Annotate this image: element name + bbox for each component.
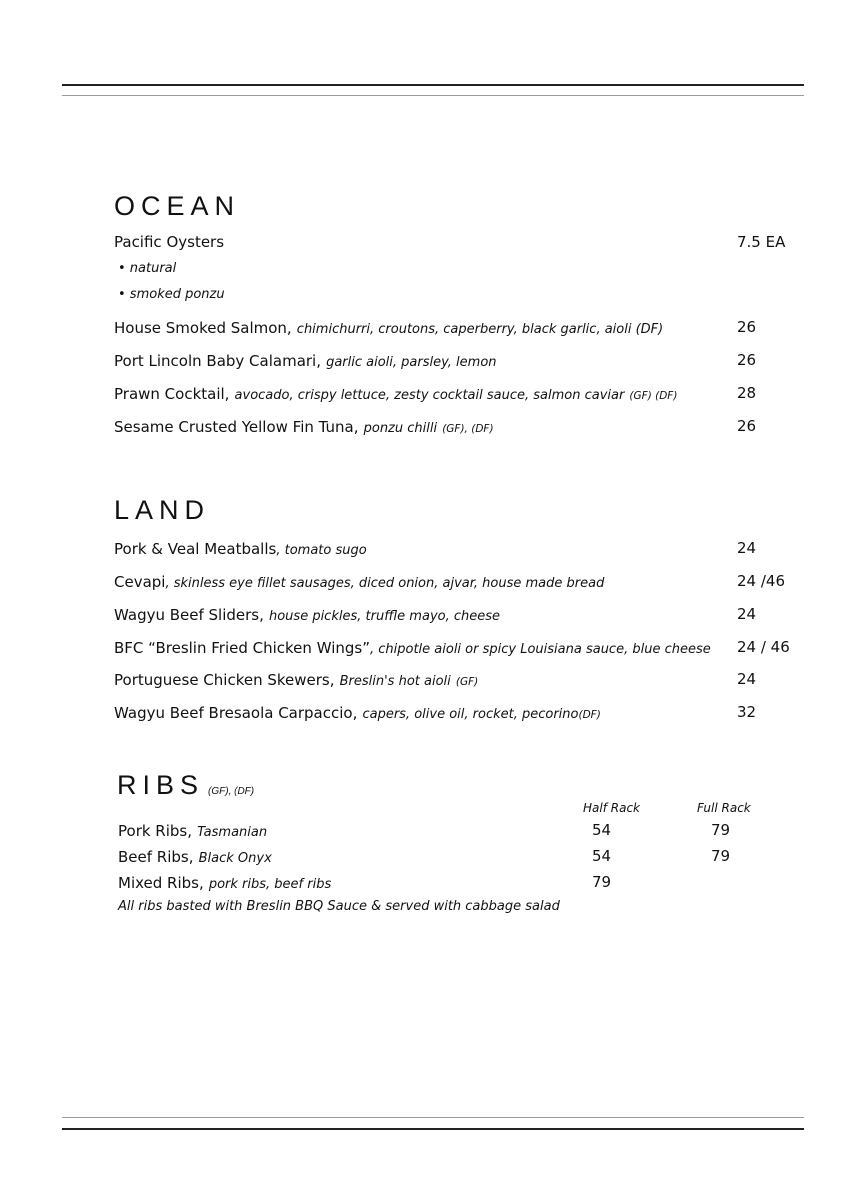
menu-item	[114, 638, 711, 657]
rib-item	[118, 847, 272, 866]
full-rack-price: 79	[711, 847, 731, 865]
menu-item-price: 26	[737, 351, 757, 369]
menu-item	[114, 670, 478, 689]
menu-item-desc: house pickles, truffle mayo, cheese	[268, 609, 501, 624]
menu-item-desc: avocado, crispy lettuce, zesty cocktail sauce, salmon caviar	[234, 388, 625, 403]
menu-item	[114, 318, 663, 337]
diet-tags: (DF)	[578, 709, 601, 721]
menu-item-desc: capers, olive oil, rocket, pecorino	[362, 707, 579, 722]
menu-item-name: Portuguese Chicken Skewers,	[114, 671, 335, 689]
menu-item	[114, 384, 677, 403]
top-rule-thin	[62, 95, 804, 96]
menu-item-name: Mixed Ribs,	[118, 874, 204, 892]
half-rack-price: 54	[592, 847, 612, 865]
diet-tags: (GF), (DF)	[442, 423, 494, 435]
menu-item-price: 32	[737, 703, 757, 721]
menu-item-desc: , tomato sugo	[276, 543, 367, 558]
column-header-full-rack: Full Rack	[697, 801, 751, 815]
menu-item-name: Port Lincoln Baby Calamari,	[114, 352, 321, 370]
menu-item	[114, 351, 497, 370]
half-rack-price: 79	[592, 873, 612, 891]
menu-item-name: House Smoked Salmon,	[114, 319, 292, 337]
oyster-option: • natural	[118, 261, 177, 276]
menu-item	[114, 417, 494, 436]
diet-tags: (GF) (DF)	[629, 390, 678, 402]
menu-item-desc: , skinless eye fillet sausages, diced onion, ajvar, house made bread	[165, 576, 605, 591]
menu-item	[114, 572, 604, 591]
rib-item	[118, 821, 267, 840]
menu-item-price: 24 / 46	[737, 638, 790, 656]
menu-item-name: Wagyu Beef Bresaola Carpaccio,	[114, 704, 358, 722]
section-heading-land: LAND	[114, 495, 211, 525]
menu-item-price: 26	[737, 318, 757, 336]
menu-item-price: 26	[737, 417, 757, 435]
menu-item-price: 7.5 EA	[737, 233, 786, 251]
menu-item-price: 24	[737, 605, 757, 623]
menu-item-price: 24	[737, 539, 757, 557]
menu-item-name: Cevapi	[114, 573, 166, 591]
menu-item-price: 24 /46	[737, 572, 785, 590]
menu-item-name: Pacific Oysters	[114, 233, 225, 251]
diet-tags: (GF)	[455, 676, 479, 688]
top-rule-thick	[62, 84, 804, 86]
ribs-footnote: All ribs basted with Breslin BBQ Sauce & served with cabbage salad	[118, 899, 560, 914]
column-header-half-rack: Half Rack	[583, 801, 640, 815]
menu-item-desc: garlic aioli, parsley, lemon	[326, 355, 497, 370]
menu-item-desc: pork ribs, beef ribs	[208, 877, 332, 892]
menu-item-name: Pork & Veal Meatballs	[114, 540, 277, 558]
menu-item-desc: ponzu chilli	[363, 421, 438, 436]
section-heading-ocean: OCEAN	[114, 191, 241, 221]
ribs-title: RIBS	[117, 770, 205, 800]
menu-item-price: 28	[737, 384, 757, 402]
menu-item-desc: Tasmanian	[197, 825, 268, 840]
diet-tags: (GF), (DF)	[208, 786, 255, 797]
half-rack-price: 54	[592, 821, 612, 839]
menu-item-desc: Breslin's hot aioli	[339, 674, 451, 689]
menu-item-desc: chimichurri, croutons, caperberry, black garlic, aioli (DF)	[296, 322, 664, 337]
menu-item	[114, 703, 601, 722]
menu-item-desc: Black Onyx	[198, 851, 272, 866]
menu-item-name: Wagyu Beef Sliders,	[114, 606, 264, 624]
menu-item-desc: , chipotle aioli or spicy Louisiana sauce, blue cheese	[369, 642, 711, 657]
bottom-rule-thick	[62, 1128, 804, 1130]
section-heading-ribs	[117, 770, 254, 801]
menu-item-name: BFC “Breslin Fried Chicken Wings”	[114, 639, 370, 657]
rib-item	[118, 873, 331, 892]
menu-item-name: Prawn Cocktail,	[114, 385, 230, 403]
menu-item	[114, 605, 500, 624]
bottom-rule-thin	[62, 1117, 804, 1118]
menu-item-price: 24	[737, 670, 757, 688]
menu-item-name: Beef Ribs,	[118, 848, 194, 866]
menu-item-name: Sesame Crusted Yellow Fin Tuna,	[114, 418, 359, 436]
full-rack-price: 79	[711, 821, 731, 839]
menu-item	[114, 539, 367, 558]
menu-item-name: Pork Ribs,	[118, 822, 193, 840]
oyster-option: • smoked ponzu	[118, 287, 225, 302]
